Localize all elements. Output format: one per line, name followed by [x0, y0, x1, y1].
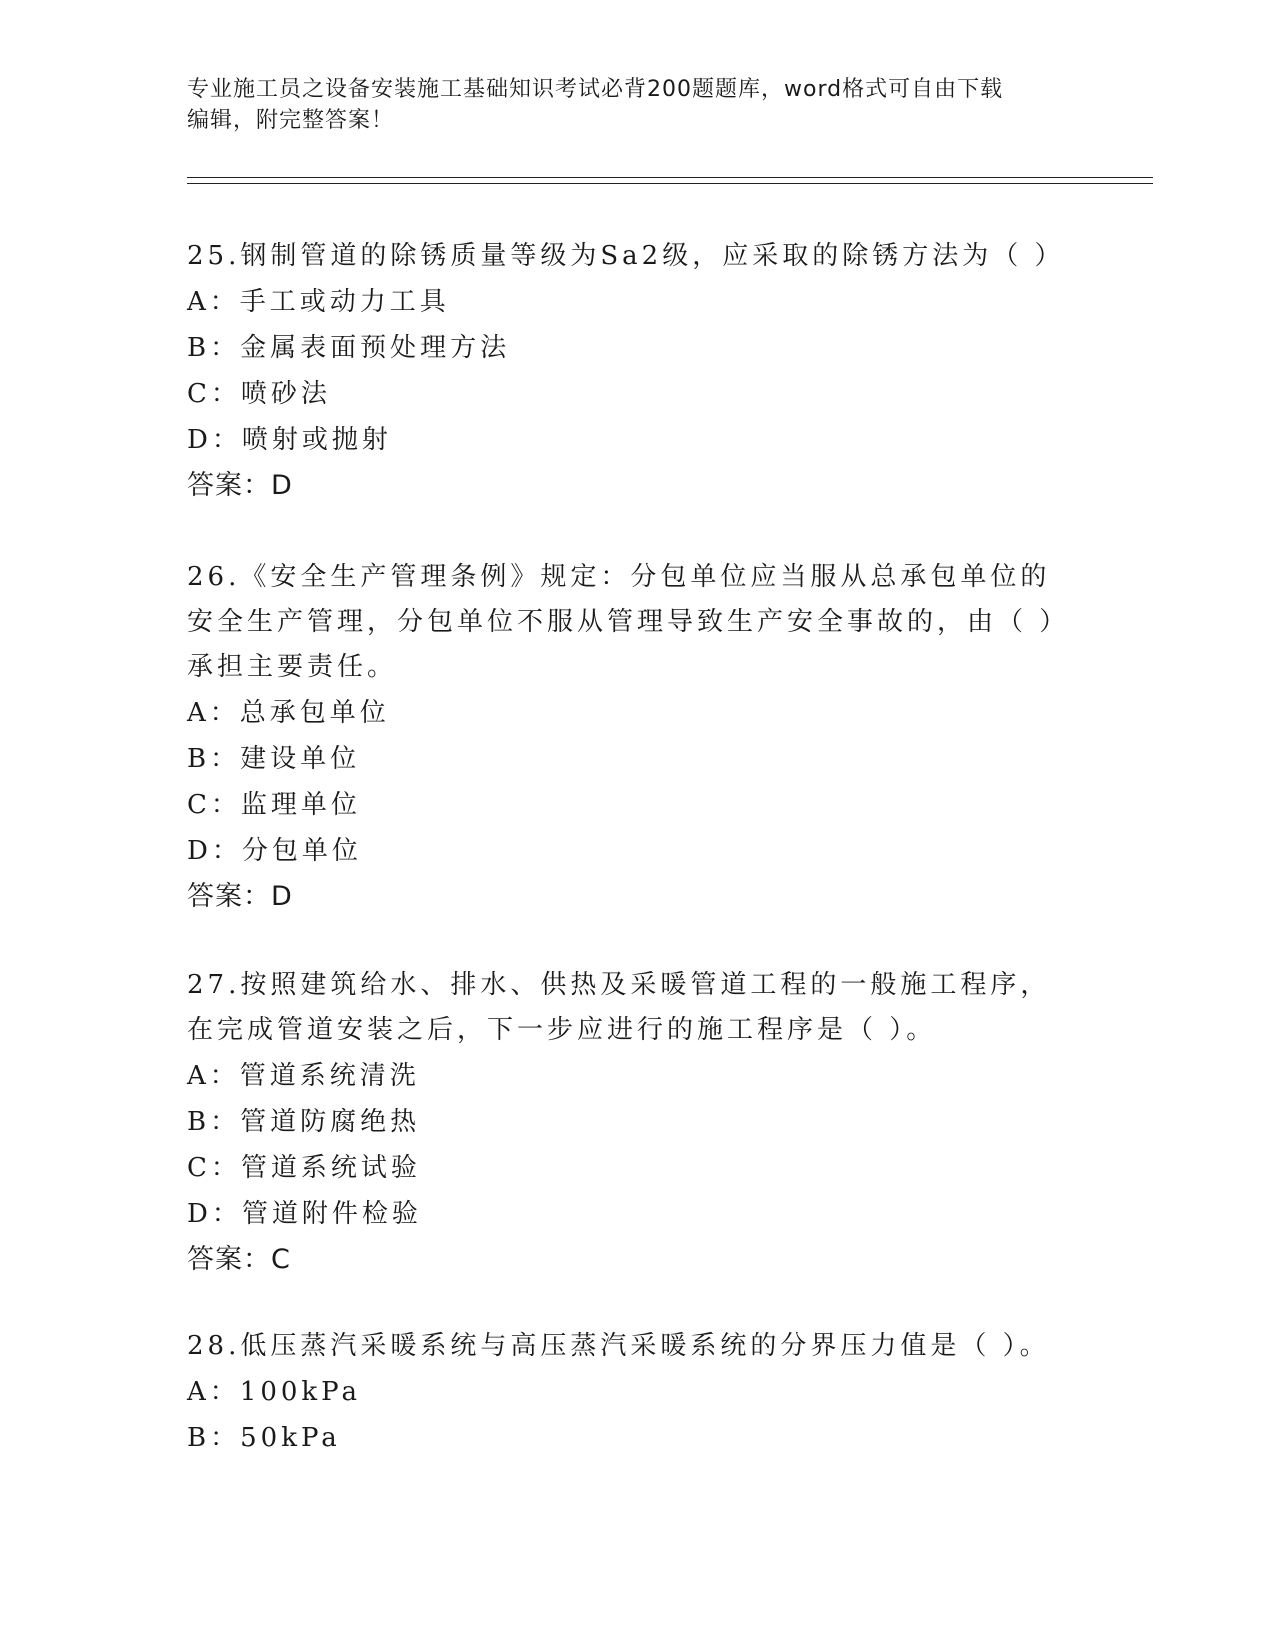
header-line-2: 编辑，附完整答案！: [187, 108, 395, 133]
question-text: 25.钢制管道的除锈质量等级为Sa2级，应采取的除锈方法为（ ）: [187, 241, 1065, 271]
option-d: D：管道附件检验: [187, 1199, 422, 1229]
header-line-1: 专业施工员之设备安装施工基础知识考试必背200题题库，word格式可自由下载: [187, 77, 1004, 102]
answer: 答案：D: [187, 470, 293, 501]
option-a: A：100kPa: [187, 1377, 361, 1407]
option-c: C：喷砂法: [187, 379, 331, 409]
question-27: [187, 963, 1067, 1283]
option-b: B：管道防腐绝热: [187, 1107, 421, 1137]
answer: 答案：D: [187, 881, 293, 912]
question-text: 28.低压蒸汽采暖系统与高压蒸汽采暖系统的分界压力值是（ ）。: [187, 1331, 1050, 1361]
option-d: D：喷射或抛射: [187, 425, 392, 455]
question-26: [187, 555, 1067, 920]
option-b: B：50kPa: [187, 1423, 341, 1453]
option-a: A：手工或动力工具: [187, 287, 450, 317]
option-c: C：监理单位: [187, 790, 361, 820]
header-divider: [187, 177, 1153, 184]
option-d: D：分包单位: [187, 836, 362, 866]
option-a: A：管道系统清洗: [187, 1061, 420, 1091]
question-text: 27.按照建筑给水、排水、供热及采暖管道工程的一般施工程序，在完成管道安装之后，下一步应进行的施工程序是（ ）。: [187, 970, 1051, 1045]
answer: 答案：C: [187, 1244, 291, 1275]
option-c: C：管道系统试验: [187, 1153, 421, 1183]
option-b: B：建设单位: [187, 744, 361, 774]
option-b: B：金属表面预处理方法: [187, 333, 511, 363]
option-a: A：总承包单位: [187, 698, 390, 728]
question-28: [187, 1324, 1067, 1461]
question-25: [187, 234, 1067, 509]
question-text: 26.《安全生产管理条例》规定：分包单位应当服从总承包单位的安全生产管理，分包单位不服从管理导致生产安全事故的，由（ ）承担主要责任。: [187, 562, 1057, 682]
document-header: [187, 74, 1087, 136]
